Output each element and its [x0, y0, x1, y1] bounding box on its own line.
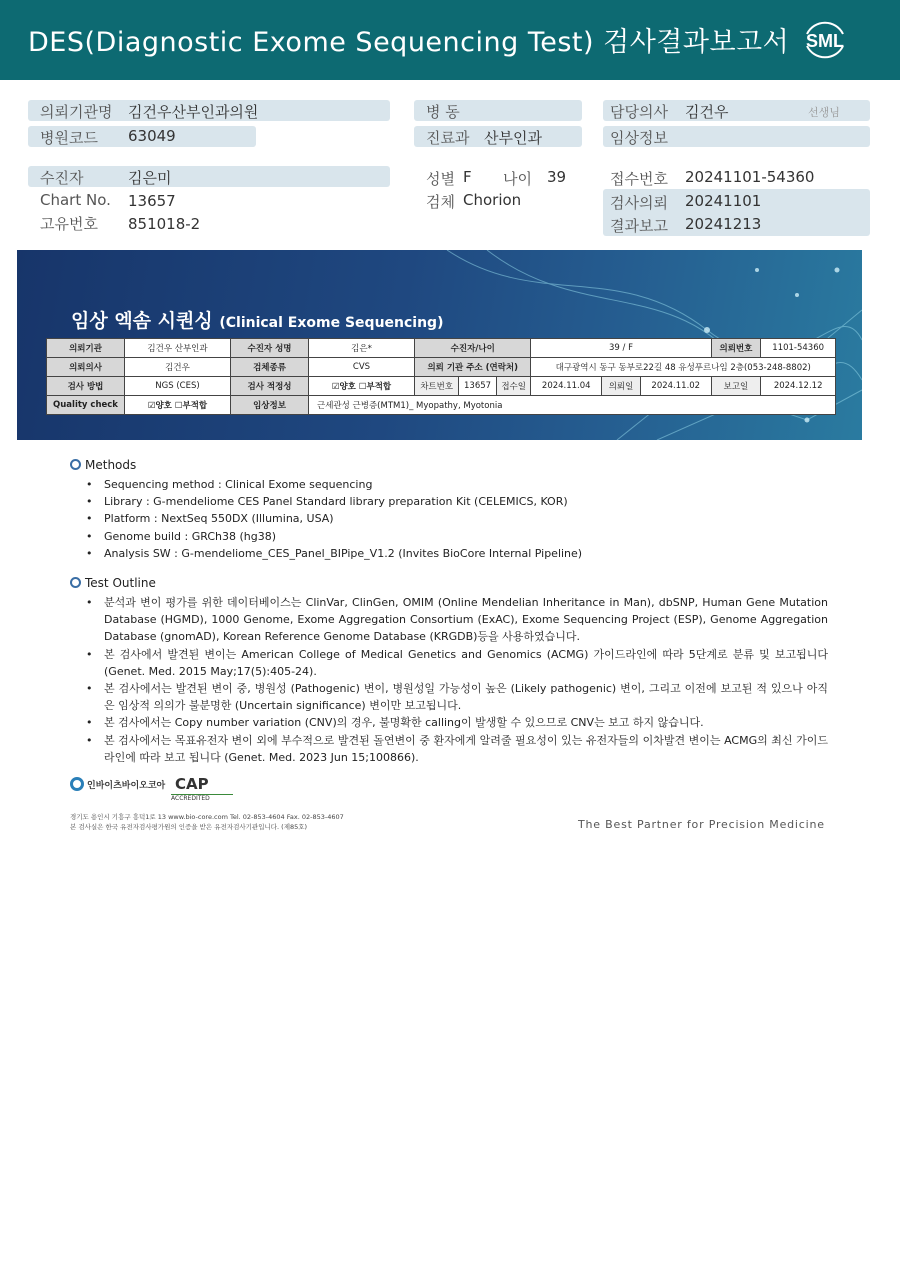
banner-title-en: (Clinical Exome Sequencing) [219, 315, 444, 331]
receipt-label: 접수번호 [610, 170, 668, 188]
table-cell: 13657 [459, 377, 497, 396]
qc-bad: 부적합 [182, 401, 208, 411]
list-item: • 본 검사에서는 발견된 변이 중, 병원성 (Pathogenic) 변이, 병원성일 가능성이 높은 (Likely pathogenic) 변이, 그리고 이전에 보고된 적 있으나 아직은 임상적 의의가 불분명한 (Uncertain significance) 변이만 보고됩니다. [86, 680, 828, 714]
list-item: • Genome build : GRCh38 (hg38) [86, 528, 828, 545]
tagline: The Best Partner for Precision Medicine [578, 818, 825, 831]
table-cell: 의뢰 기관 주소 (연락처) [415, 358, 531, 377]
table-cell: 의뢰기관 [47, 339, 125, 358]
id-label: 고유번호 [40, 215, 98, 233]
hospital-code-label: 병원코드 [40, 129, 98, 147]
age-value: 39 [547, 168, 567, 186]
table-row [47, 339, 836, 358]
banner-summary-table [46, 338, 836, 415]
table-cell: 의뢰일 [602, 377, 641, 396]
dept-label: 진료과 [426, 129, 470, 147]
institution-value: 김건우산부인과의원 [128, 103, 259, 121]
table-cell: 김건우 산부인과 [125, 339, 231, 358]
ward-label: 병 동 [426, 103, 460, 121]
report-title: DES(Diagnostic Exome Sequencing Test) 검사결과보고서 [28, 27, 790, 58]
list-item: • Library : G-mendeliome CES Panel Standard library preparation Kit (CELEMICS, KOR) [86, 493, 828, 510]
outline-list [86, 594, 828, 766]
section-bullet-icon [70, 577, 81, 588]
table-cell: 수진자/나이 [415, 339, 531, 358]
institution-label: 의뢰기관명 [40, 103, 113, 121]
table-cell: 1101-54360 [761, 339, 836, 358]
table-cell: 접수일 [496, 377, 531, 396]
cap-sub-text: ACCREDITED [171, 794, 233, 802]
ces-banner [17, 250, 862, 440]
table-cell: NGS (CES) [125, 377, 231, 396]
table-cell: 수진자 성명 [231, 339, 309, 358]
section-bullet-icon [70, 459, 81, 470]
dept-value: 산부인과 [484, 129, 542, 147]
table-cell: 임상정보 [231, 396, 309, 415]
list-item: • 본 검사에서 발견된 변이는 American College of Medical Genetics and Genomics (ACMG) 가이드라인에 따라 5단계로 분류 및 보고됩니다 (Genet. Med. 2015 May;17(5):405-24). [86, 646, 828, 680]
chart-value: 13657 [128, 192, 176, 210]
table-cell: ☑양호 ☐부적합 [309, 377, 415, 396]
list-item: • Analysis SW : G-mendeliome_CES_Panel_BIPipe_V1.2 (Invites BioCore Internal Pipeline) [86, 545, 828, 562]
banner-title [71, 306, 443, 333]
table-row [47, 377, 836, 396]
sml-logo [797, 12, 853, 68]
report-value: 20241213 [685, 215, 762, 233]
table-cell: 차트번호 [415, 377, 459, 396]
list-item: • Platform : NextSeq 550DX (Illumina, USA) [86, 510, 828, 527]
request-label: 검사의뢰 [610, 194, 668, 212]
receipt-value: 20241101-54360 [685, 168, 815, 186]
specimen-label: 검체 [426, 193, 455, 211]
option-bad: 부적합 [366, 382, 392, 392]
clinical-label: 임상정보 [610, 129, 668, 147]
report-header [0, 0, 900, 80]
chart-label: Chart No. [40, 191, 111, 209]
table-cell: 김은* [309, 339, 415, 358]
table-cell: 검사 방법 [47, 377, 125, 396]
hospital-code-value: 63049 [128, 127, 176, 145]
table-cell: 2024.11.02 [640, 377, 711, 396]
table-cell: 2024.12.12 [761, 377, 836, 396]
table-row [47, 358, 836, 377]
qc-good: 양호 [155, 401, 172, 411]
sml-logo-icon [797, 12, 853, 68]
table-cell: 김건우 [125, 358, 231, 377]
sex-value: F [463, 168, 472, 186]
company-logo [70, 777, 165, 791]
doctor-suffix: 선생님 [808, 106, 840, 119]
table-cell: 의뢰의사 [47, 358, 125, 377]
request-value: 20241101 [685, 192, 762, 210]
table-cell: Quality check [47, 396, 125, 415]
table-cell: 39 / F [531, 339, 711, 358]
table-cell: CVS [309, 358, 415, 377]
age-label: 나이 [503, 170, 532, 188]
sex-label: 성별 [426, 170, 455, 188]
option-good: 양호 [339, 382, 356, 392]
company-logo-icon [70, 777, 84, 791]
list-item: • 본 검사에서는 Copy number variation (CNV)의 경우, 불명확한 calling이 발생할 수 있으므로 CNV는 보고 하지 않습니다. [86, 714, 828, 731]
methods-title: Methods [85, 458, 137, 472]
doctor-label: 담당의사 [610, 103, 668, 121]
report-label: 결과보고 [610, 217, 668, 235]
cap-text: CAP [175, 775, 209, 793]
cap-accredited-logo [171, 776, 233, 806]
specimen-value: Chorion [463, 191, 522, 209]
list-item: • Sequencing method : Clinical Exome sequencing [86, 476, 828, 493]
cert-text: 본 검사실은 한국 유전자검사평가원의 인증을 받은 유전자검사기관입니다. (제85호) [70, 823, 308, 831]
table-cell: 근세관성 근병증(MTM1)_ Myopathy, Myotonia [309, 396, 836, 415]
footer-address [70, 812, 344, 832]
patient-value: 김은미 [128, 169, 172, 187]
id-value: 851018-2 [128, 215, 201, 233]
table-cell: 검체종류 [231, 358, 309, 377]
table-cell: 2024.11.04 [531, 377, 602, 396]
table-cell: 의뢰번호 [711, 339, 761, 358]
doctor-value: 김건우 [685, 103, 729, 121]
table-cell: ☑양호 ☐부적합 [125, 396, 231, 415]
company-name: 인바이츠바이오코아 [87, 781, 166, 791]
list-item: • 본 검사에서는 목표유전자 변이 외에 부수적으로 발견된 돌연변이 중 환자에게 알려줄 필요성이 있는 유전자들의 이차발견 변이는 ACMG의 최신 가이드라인에 따라 보고 됩니다 (Genet. Med. 2023 Jun 15;100866). [86, 732, 828, 766]
list-item: • 분석과 변이 평가를 위한 데이터베이스는 ClinVar, ClinGen, OMIM (Online Mendelian Inheritance in Man), dbSNP, Human Gene Mutation Database (HGMD), 1000 Genome, Exome Aggregation Consortium (ExAC), Exome Sequencing Project (ESP), Genome Aggregation Database (gnomAD), Korean Reference Genome Database (KRGDB)등을 사용하였습니다. [86, 594, 828, 646]
table-row [47, 396, 836, 415]
table-cell: 보고일 [711, 377, 761, 396]
table-cell: 대구광역시 동구 동부로22길 48 유성푸르나임 2층(053-248-8802) [531, 358, 836, 377]
outline-heading [70, 576, 156, 590]
banner-title-ko: 임상 엑솜 시퀀싱 [71, 310, 213, 332]
outline-title: Test Outline [85, 576, 156, 590]
svg-text:SML: SML [806, 31, 844, 51]
methods-heading [70, 458, 136, 472]
patient-label: 수진자 [40, 169, 84, 187]
table-cell: 검사 적정성 [231, 377, 309, 396]
address-text: 경기도 용인시 기흥구 흥덕1로 13 www.bio-core.com Tel. 02-853-4604 Fax. 02-853-4607 [70, 813, 344, 821]
methods-list [86, 476, 828, 562]
